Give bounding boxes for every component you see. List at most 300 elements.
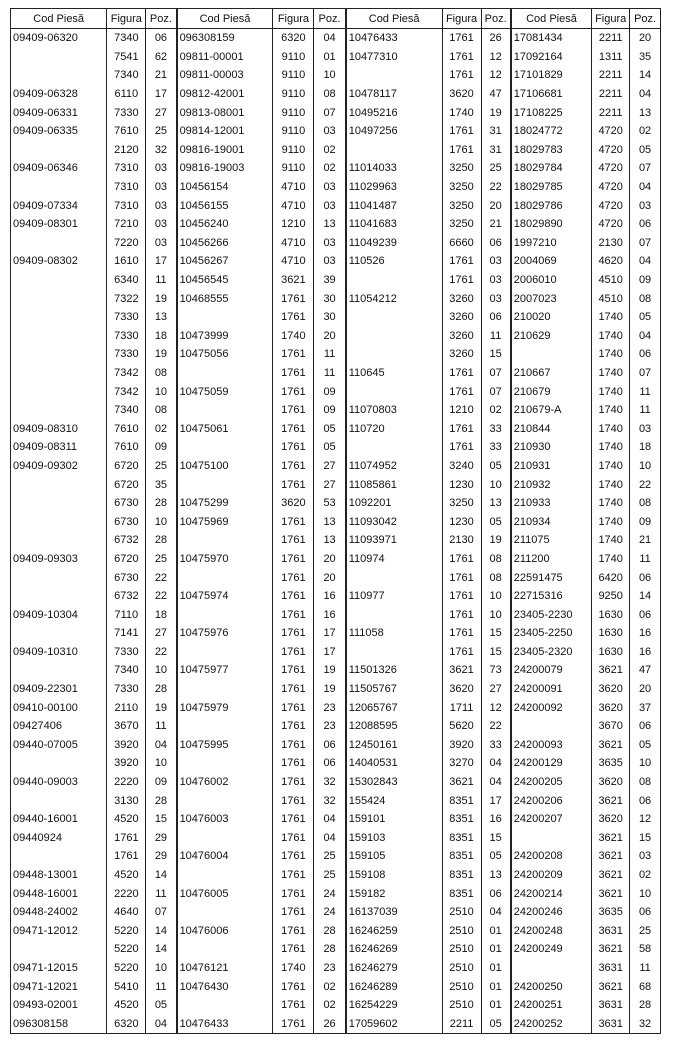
part-code-cell xyxy=(11,494,107,513)
table-row xyxy=(11,271,661,290)
position-cell: 03 xyxy=(314,252,346,271)
position-cell: 10 xyxy=(146,959,177,978)
figure-cell: 1761 xyxy=(273,680,314,699)
part-code-cell xyxy=(346,382,442,401)
part-code-cell xyxy=(177,940,273,959)
position-cell: 04 xyxy=(630,252,661,271)
position-cell: 04 xyxy=(146,736,177,755)
part-code-cell: 2007023 xyxy=(511,289,592,308)
position-cell: 22 xyxy=(481,717,511,736)
position-cell: 11 xyxy=(314,345,346,364)
part-code-cell: 210667 xyxy=(511,364,592,383)
position-cell: 15 xyxy=(481,643,511,662)
part-code-cell xyxy=(346,438,442,457)
position-cell: 16 xyxy=(630,624,661,643)
part-code-cell: 22591475 xyxy=(511,568,592,587)
part-code-cell: 24200093 xyxy=(511,736,592,755)
position-cell: 03 xyxy=(146,196,177,215)
part-code-cell: 11070803 xyxy=(346,401,442,420)
figure-cell: 7310 xyxy=(107,159,146,178)
part-code-cell: 10478117 xyxy=(346,85,442,104)
part-code-cell xyxy=(11,531,107,550)
figure-cell: 4710 xyxy=(273,234,314,253)
position-cell: 01 xyxy=(481,940,511,959)
figure-cell: 5220 xyxy=(107,922,146,941)
position-cell: 33 xyxy=(481,419,511,438)
figure-cell: 3620 xyxy=(442,85,481,104)
part-code-cell: 10476006 xyxy=(177,922,273,941)
position-cell: 09 xyxy=(630,512,661,531)
part-code-cell: 10475977 xyxy=(177,661,273,680)
part-code-cell: 10476433 xyxy=(346,29,442,48)
position-cell: 07 xyxy=(630,364,661,383)
figure-cell: 1761 xyxy=(273,382,314,401)
table-row xyxy=(11,308,661,327)
figure-cell: 6730 xyxy=(107,568,146,587)
figure-cell: 7610 xyxy=(107,122,146,141)
position-cell: 28 xyxy=(146,791,177,810)
part-code-cell xyxy=(346,327,442,346)
position-cell: 17 xyxy=(146,85,177,104)
part-code-cell: 11085861 xyxy=(346,475,442,494)
position-cell: 19 xyxy=(314,661,346,680)
figure-cell: 4720 xyxy=(592,122,630,141)
figure-cell: 6720 xyxy=(107,550,146,569)
position-cell: 39 xyxy=(314,271,346,290)
position-cell: 11 xyxy=(146,271,177,290)
figure-cell: 7610 xyxy=(107,438,146,457)
figure-cell: 1740 xyxy=(592,345,630,364)
table-row xyxy=(11,85,661,104)
table-row xyxy=(11,866,661,885)
part-code-cell xyxy=(177,531,273,550)
position-cell: 35 xyxy=(146,475,177,494)
part-code-cell: 09409-06331 xyxy=(11,103,107,122)
part-code-cell: 09493-02001 xyxy=(11,996,107,1015)
figure-cell: 3621 xyxy=(592,661,630,680)
position-cell: 11 xyxy=(630,959,661,978)
part-code-cell: 16246269 xyxy=(346,940,442,959)
part-code-cell xyxy=(177,475,273,494)
position-cell: 25 xyxy=(146,550,177,569)
figure-cell: 1761 xyxy=(442,419,481,438)
part-code-cell: 16254229 xyxy=(346,996,442,1015)
figure-cell: 1761 xyxy=(442,550,481,569)
position-cell: 05 xyxy=(314,438,346,457)
figure-cell: 5220 xyxy=(107,940,146,959)
table-row xyxy=(11,66,661,85)
table-row xyxy=(11,977,661,996)
part-code-cell: 18024772 xyxy=(511,122,592,141)
position-cell: 22 xyxy=(481,178,511,197)
part-code-cell: 110974 xyxy=(346,550,442,569)
figure-cell: 2510 xyxy=(442,959,481,978)
position-cell: 18 xyxy=(630,438,661,457)
position-cell: 11 xyxy=(314,364,346,383)
figure-cell: 1740 xyxy=(592,401,630,420)
position-cell: 08 xyxy=(314,85,346,104)
position-cell: 05 xyxy=(630,141,661,160)
position-cell: 06 xyxy=(630,215,661,234)
figure-cell: 2510 xyxy=(442,922,481,941)
position-cell: 23 xyxy=(314,959,346,978)
position-cell: 11 xyxy=(146,977,177,996)
part-code-cell: 24200205 xyxy=(511,773,592,792)
part-code-cell: 11054212 xyxy=(346,289,442,308)
position-cell: 10 xyxy=(146,512,177,531)
position-cell: 01 xyxy=(481,959,511,978)
figure-cell: 1761 xyxy=(107,847,146,866)
position-cell: 15 xyxy=(481,345,511,364)
part-code-cell: 210930 xyxy=(511,438,592,457)
header-row xyxy=(11,9,661,29)
part-code-cell: 210931 xyxy=(511,457,592,476)
figure-cell: 3920 xyxy=(107,736,146,755)
figure-cell: 8351 xyxy=(442,791,481,810)
part-code-cell: 11505767 xyxy=(346,680,442,699)
table-row xyxy=(11,494,661,513)
figure-cell: 1740 xyxy=(592,364,630,383)
part-code-cell: 10475976 xyxy=(177,624,273,643)
figure-cell: 1761 xyxy=(273,866,314,885)
figure-cell: 1761 xyxy=(107,829,146,848)
figure-cell: 1761 xyxy=(442,382,481,401)
position-cell: 13 xyxy=(630,103,661,122)
figure-cell: 3130 xyxy=(107,791,146,810)
part-code-cell: 11093042 xyxy=(346,512,442,531)
part-code-cell: 10475970 xyxy=(177,550,273,569)
position-cell: 04 xyxy=(630,178,661,197)
position-cell: 13 xyxy=(481,866,511,885)
part-code-cell: 24200249 xyxy=(511,940,592,959)
figure-cell: 1740 xyxy=(592,550,630,569)
part-code-cell: 11049239 xyxy=(346,234,442,253)
figure-cell: 1761 xyxy=(273,810,314,829)
figure-cell: 7330 xyxy=(107,327,146,346)
position-cell: 04 xyxy=(630,327,661,346)
figure-cell: 3621 xyxy=(592,940,630,959)
part-code-cell: 24200207 xyxy=(511,810,592,829)
table-row xyxy=(11,531,661,550)
part-code-cell: 10475974 xyxy=(177,587,273,606)
part-code-cell: 10476002 xyxy=(177,773,273,792)
part-code-cell: 09440-16001 xyxy=(11,810,107,829)
part-code-cell: 10475100 xyxy=(177,457,273,476)
position-cell: 33 xyxy=(481,736,511,755)
part-code-cell: 09409-06328 xyxy=(11,85,107,104)
part-code-cell: 09448-24002 xyxy=(11,903,107,922)
part-code-cell: 159103 xyxy=(346,829,442,848)
part-code-cell: 09409-08302 xyxy=(11,252,107,271)
figure-cell: 1761 xyxy=(442,438,481,457)
position-cell: 47 xyxy=(630,661,661,680)
figure-cell: 1761 xyxy=(273,903,314,922)
figure-cell: 1740 xyxy=(592,494,630,513)
header-figure: Figura xyxy=(273,9,314,29)
figure-cell: 3250 xyxy=(442,494,481,513)
part-code-cell: 110526 xyxy=(346,252,442,271)
header-part-code: Cod Piesă xyxy=(177,9,273,29)
figure-cell: 3920 xyxy=(442,736,481,755)
figure-cell: 7220 xyxy=(107,234,146,253)
figure-cell: 1761 xyxy=(273,345,314,364)
position-cell: 05 xyxy=(630,736,661,755)
position-cell: 03 xyxy=(146,215,177,234)
position-cell: 02 xyxy=(630,122,661,141)
part-code-cell: 210844 xyxy=(511,419,592,438)
figure-cell: 8351 xyxy=(442,884,481,903)
position-cell: 23 xyxy=(314,717,346,736)
part-code-cell: 09448-13001 xyxy=(11,866,107,885)
part-code-cell: 10475056 xyxy=(177,345,273,364)
figure-cell: 3621 xyxy=(592,977,630,996)
figure-cell: 1761 xyxy=(273,1014,314,1033)
part-code-cell xyxy=(177,754,273,773)
position-cell: 16 xyxy=(314,587,346,606)
header-part-code: Cod Piesă xyxy=(511,9,592,29)
table-row xyxy=(11,717,661,736)
position-cell: 08 xyxy=(481,550,511,569)
figure-cell: 9110 xyxy=(273,66,314,85)
figure-cell: 3621 xyxy=(592,791,630,810)
figure-cell: 1761 xyxy=(273,977,314,996)
part-code-cell: 23405-2250 xyxy=(511,624,592,643)
figure-cell: 3620 xyxy=(592,810,630,829)
part-code-cell: 210629 xyxy=(511,327,592,346)
table-row xyxy=(11,587,661,606)
figure-cell: 3620 xyxy=(592,698,630,717)
table-row xyxy=(11,345,661,364)
position-cell: 01 xyxy=(481,922,511,941)
figure-cell: 1761 xyxy=(273,717,314,736)
figure-cell: 4710 xyxy=(273,178,314,197)
figure-cell: 4710 xyxy=(273,196,314,215)
position-cell: 26 xyxy=(481,29,511,48)
part-code-cell: 09409-08311 xyxy=(11,438,107,457)
figure-cell: 1761 xyxy=(273,512,314,531)
figure-cell: 1761 xyxy=(273,364,314,383)
part-code-cell xyxy=(177,829,273,848)
position-cell: 05 xyxy=(481,457,511,476)
figure-cell: 3260 xyxy=(442,327,481,346)
part-code-cell xyxy=(346,643,442,662)
part-code-cell: 211075 xyxy=(511,531,592,550)
part-code-cell: 09409-09302 xyxy=(11,457,107,476)
position-cell: 02 xyxy=(314,996,346,1015)
part-code-cell: 2006010 xyxy=(511,271,592,290)
part-code-cell: 10476003 xyxy=(177,810,273,829)
position-cell: 14 xyxy=(630,587,661,606)
position-cell: 62 xyxy=(146,48,177,67)
position-cell: 08 xyxy=(630,494,661,513)
part-code-cell: 09440924 xyxy=(11,829,107,848)
figure-cell: 7310 xyxy=(107,196,146,215)
position-cell: 25 xyxy=(146,457,177,476)
part-code-cell: 17081434 xyxy=(511,29,592,48)
part-code-cell: 10476005 xyxy=(177,884,273,903)
part-code-cell: 11501326 xyxy=(346,661,442,680)
part-code-cell: 17059602 xyxy=(346,1014,442,1033)
part-code-cell: 1092201 xyxy=(346,494,442,513)
part-code-cell: 17106681 xyxy=(511,85,592,104)
figure-cell: 1761 xyxy=(273,624,314,643)
position-cell: 10 xyxy=(630,457,661,476)
table-row xyxy=(11,512,661,531)
part-code-cell: 10495216 xyxy=(346,103,442,122)
position-cell: 05 xyxy=(314,419,346,438)
figure-cell: 1761 xyxy=(273,736,314,755)
position-cell: 17 xyxy=(146,252,177,271)
part-code-cell: 11029963 xyxy=(346,178,442,197)
part-code-cell: 09409-07334 xyxy=(11,196,107,215)
part-code-cell: 09409-08301 xyxy=(11,215,107,234)
figure-cell: 9110 xyxy=(273,159,314,178)
figure-cell: 7330 xyxy=(107,308,146,327)
position-cell: 58 xyxy=(630,940,661,959)
figure-cell: 1761 xyxy=(273,419,314,438)
part-code-cell xyxy=(11,327,107,346)
position-cell: 53 xyxy=(314,494,346,513)
part-code-cell xyxy=(11,48,107,67)
figure-cell: 1761 xyxy=(442,364,481,383)
part-code-cell: 23405-2230 xyxy=(511,605,592,624)
figure-cell: 4510 xyxy=(592,289,630,308)
position-cell: 01 xyxy=(481,977,511,996)
position-cell: 09 xyxy=(314,401,346,420)
part-code-cell: 159108 xyxy=(346,866,442,885)
part-code-cell xyxy=(177,680,273,699)
position-cell: 06 xyxy=(314,736,346,755)
position-cell: 10 xyxy=(146,754,177,773)
position-cell: 29 xyxy=(146,847,177,866)
figure-cell: 1740 xyxy=(592,438,630,457)
table-row xyxy=(11,847,661,866)
figure-cell: 1761 xyxy=(273,847,314,866)
part-code-cell: 24200129 xyxy=(511,754,592,773)
figure-cell: 2211 xyxy=(592,85,630,104)
part-code-cell: 24200206 xyxy=(511,791,592,810)
position-cell: 18 xyxy=(146,605,177,624)
table-row xyxy=(11,550,661,569)
position-cell: 03 xyxy=(314,234,346,253)
position-cell: 08 xyxy=(630,289,661,308)
figure-cell: 1311 xyxy=(592,48,630,67)
position-cell: 02 xyxy=(481,401,511,420)
position-cell: 28 xyxy=(146,494,177,513)
position-cell: 28 xyxy=(146,531,177,550)
figure-cell: 1761 xyxy=(442,587,481,606)
part-code-cell xyxy=(11,234,107,253)
figure-cell: 3621 xyxy=(442,773,481,792)
position-cell: 20 xyxy=(314,550,346,569)
part-code-cell: 159101 xyxy=(346,810,442,829)
part-code-cell xyxy=(177,866,273,885)
figure-cell: 1630 xyxy=(592,605,630,624)
part-code-cell: 09409-09303 xyxy=(11,550,107,569)
position-cell: 06 xyxy=(630,717,661,736)
figure-cell: 3631 xyxy=(592,922,630,941)
table-row xyxy=(11,401,661,420)
position-cell: 17 xyxy=(314,624,346,643)
part-code-cell xyxy=(511,345,592,364)
part-code-cell: 24200251 xyxy=(511,996,592,1015)
position-cell: 03 xyxy=(481,252,511,271)
figure-cell: 1761 xyxy=(273,884,314,903)
position-cell: 27 xyxy=(314,457,346,476)
part-code-cell: 10475059 xyxy=(177,382,273,401)
position-cell: 08 xyxy=(630,773,661,792)
figure-cell: 7141 xyxy=(107,624,146,643)
figure-cell: 1761 xyxy=(273,605,314,624)
position-cell: 02 xyxy=(146,419,177,438)
part-code-cell: 110645 xyxy=(346,364,442,383)
figure-cell: 6420 xyxy=(592,568,630,587)
part-code-cell: 09440-07005 xyxy=(11,736,107,755)
position-cell: 18 xyxy=(146,327,177,346)
part-code-cell xyxy=(11,568,107,587)
table-row xyxy=(11,234,661,253)
part-code-cell: 111058 xyxy=(346,624,442,643)
position-cell: 19 xyxy=(146,345,177,364)
position-cell: 04 xyxy=(481,754,511,773)
header-position: Poz. xyxy=(630,9,661,29)
figure-cell: 3631 xyxy=(592,959,630,978)
figure-cell: 1630 xyxy=(592,643,630,662)
part-code-cell xyxy=(11,587,107,606)
part-code-cell xyxy=(11,66,107,85)
position-cell: 73 xyxy=(481,661,511,680)
table-row xyxy=(11,159,661,178)
figure-cell: 1740 xyxy=(592,512,630,531)
position-cell: 35 xyxy=(630,48,661,67)
figure-cell: 1761 xyxy=(442,252,481,271)
part-code-cell xyxy=(11,754,107,773)
table-row xyxy=(11,475,661,494)
position-cell: 16 xyxy=(481,810,511,829)
part-code-cell: 23405-2320 xyxy=(511,643,592,662)
position-cell: 26 xyxy=(314,1014,346,1033)
position-cell: 15 xyxy=(630,829,661,848)
figure-cell: 2510 xyxy=(442,977,481,996)
position-cell: 17 xyxy=(314,643,346,662)
part-code-cell: 10456240 xyxy=(177,215,273,234)
part-code-cell: 16246289 xyxy=(346,977,442,996)
figure-cell: 2220 xyxy=(107,884,146,903)
table-row xyxy=(11,178,661,197)
part-code-cell xyxy=(346,66,442,85)
position-cell: 07 xyxy=(630,234,661,253)
position-cell: 28 xyxy=(314,922,346,941)
position-cell: 25 xyxy=(314,866,346,885)
part-code-cell: 18029890 xyxy=(511,215,592,234)
position-cell: 15 xyxy=(146,810,177,829)
part-code-cell xyxy=(346,141,442,160)
header-part-code: Cod Piesă xyxy=(11,9,107,29)
figure-cell: 7330 xyxy=(107,103,146,122)
position-cell: 12 xyxy=(481,698,511,717)
position-cell: 22 xyxy=(146,587,177,606)
part-code-cell: 210679 xyxy=(511,382,592,401)
figure-cell: 7340 xyxy=(107,661,146,680)
part-code-cell: 10475969 xyxy=(177,512,273,531)
figure-cell: 1740 xyxy=(592,475,630,494)
figure-cell: 6320 xyxy=(107,1014,146,1033)
figure-cell: 1740 xyxy=(592,327,630,346)
figure-cell: 7541 xyxy=(107,48,146,67)
figure-cell: 3621 xyxy=(442,661,481,680)
figure-cell: 4710 xyxy=(273,252,314,271)
table-row xyxy=(11,940,661,959)
